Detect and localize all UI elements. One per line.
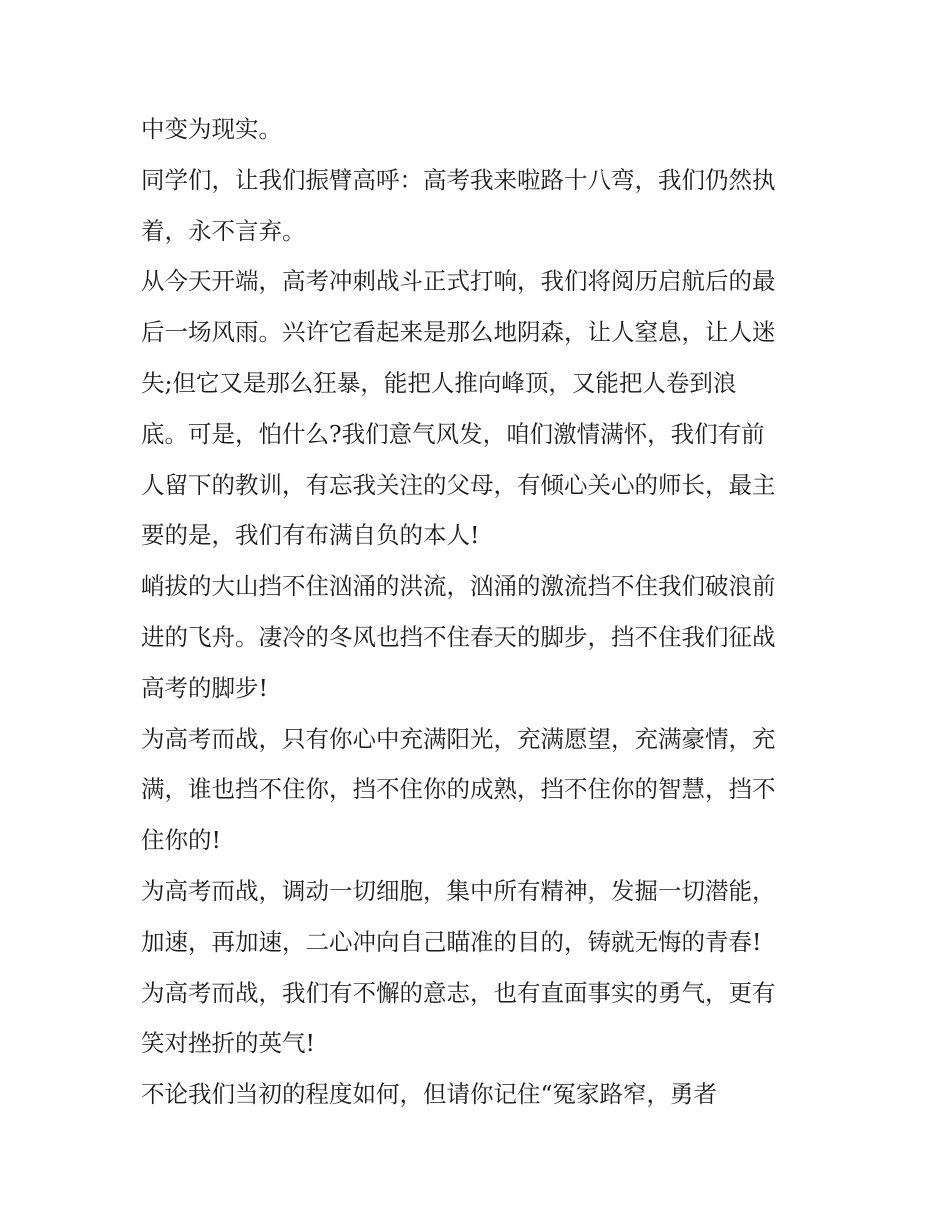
text-line: 为高考而战，我们有不懈的意志，也有直面事实的勇气，更有	[141, 978, 776, 1007]
text-line: 满，谁也挡不住你，挡不住你的成熟，挡不住你的智慧，挡不	[141, 775, 776, 804]
text-line: 加速，再加速，二心冲向自己瞄准的目的，铸就无悔的青春!	[141, 927, 762, 956]
text-line: 底。可是，怕什么?我们意气风发，咱们激情满怀，我们有前	[141, 419, 765, 448]
text-line: 从今天开端，高考冲刺战斗正式打响，我们将阅历启航后的最	[141, 267, 776, 296]
text-line: 为高考而战，只有你心中充满阳光，充满愿望，充满豪情，充	[141, 724, 776, 753]
text-line: 进的飞舟。凄冷的冬风也挡不住春天的脚步，挡不住我们征战	[141, 622, 776, 651]
text-line: 人留下的教训，有忘我关注的父母，有倾心关心的师长，最主	[141, 470, 776, 499]
text-line: 笑对挫折的英气!	[141, 1029, 315, 1058]
text-line: 峭拔的大山挡不住汹涌的洪流，汹涌的激流挡不住我们破浪前	[141, 572, 776, 601]
text-line: 不论我们当初的程度如何，但请你记住“冤家路窄，勇者	[141, 1080, 718, 1109]
body-text	[141, 104, 821, 1120]
text-line: 为高考而战，调动一切细胞，集中所有精神，发掘一切潜能，	[141, 876, 776, 905]
text-line: 要的是，我们有布满自负的本人!	[141, 521, 480, 550]
text-line: 失;但它又是那么狂暴，能把人推向峰顶，又能把人卷到浪	[141, 368, 737, 397]
text-line: 后一场风雨。兴许它看起来是那么地阴森，让人窒息，让人迷	[141, 318, 776, 347]
text-line: 中变为现实。	[141, 115, 282, 143]
text-line: 着，永不言弃。	[141, 216, 306, 245]
text-line: 高考的脚步!	[141, 673, 268, 702]
text-line: 同学们，让我们振臂高呼：高考我来啦路十八弯，我们仍然执	[141, 165, 776, 194]
text-line: 住你的!	[141, 826, 221, 855]
